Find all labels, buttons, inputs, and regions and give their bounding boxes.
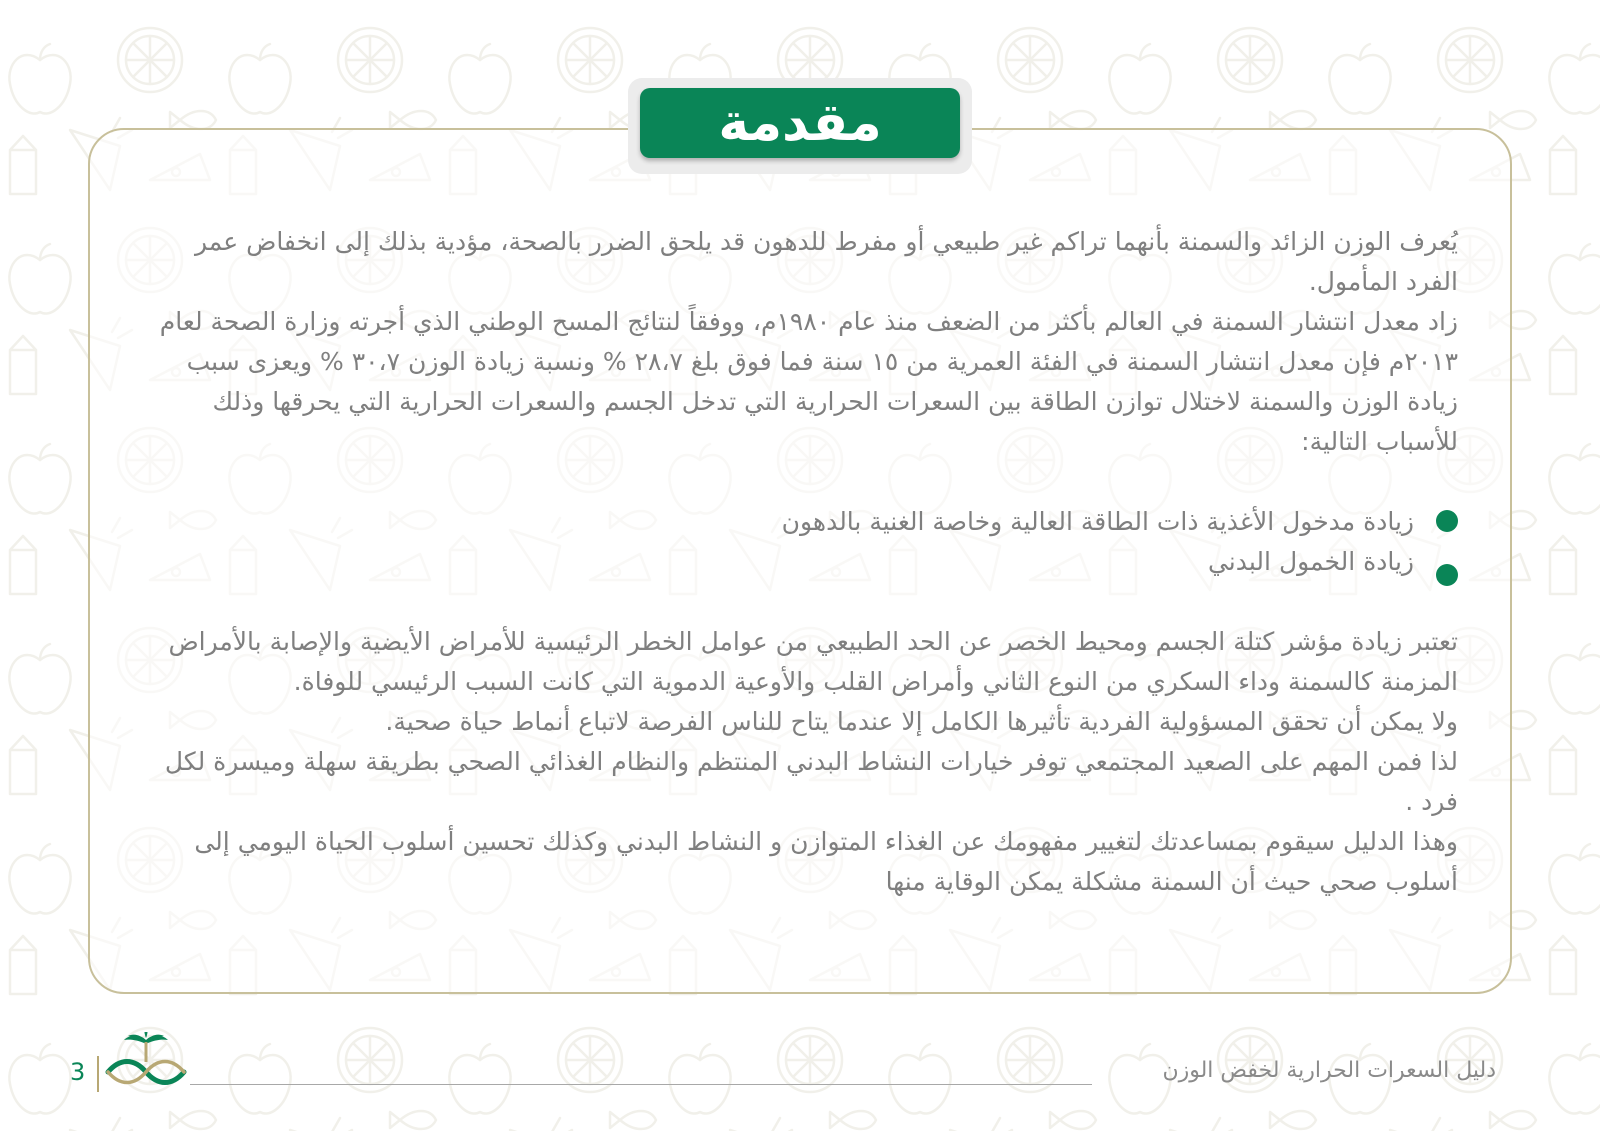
paragraph: زاد معدل انتشار السمنة في العالم بأكثر من الضعف منذ عام ١٩٨٠م، ووفقاً لنتائج المسح الوطني الذي أجرته وزارة الصحة لعام ٢٠١٣م فإن معدل انتشار السمنة في الفئة العمرية من ١٥ سنة فما فوق بلغ ٢٨،٧ % ونسبة زيادة الوزن ٣٠،٧ % ويعزى سبب زيادة الوزن والسمنة لاختلال توازن الطاقة بين السعرات الحرارية التي تدخل الجسم والسعرات الحرارية التي يحرقها وذلك للأسباب التالية: xyxy=(159,307,1458,456)
page-footer xyxy=(0,1022,1600,1102)
footer-divider xyxy=(97,1056,99,1092)
ministry-of-health-logo-icon xyxy=(104,1032,188,1096)
bullet-dot-icon xyxy=(1436,564,1458,586)
paragraph: ولا يمكن أن تحقق المسؤولية الفردية تأثيرها الكامل إلا عندما يتاح للناس الفرصة لاتباع أنماط حياة صحية. xyxy=(385,707,1458,736)
spacer xyxy=(140,582,1458,622)
paragraph: تعتبر زيادة مؤشر كتلة الجسم ومحيط الخصر عن الحد الطبيعي من عوامل الخطر الرئيسية للأمراض الأيضية والإصابة بالأمراض المزمنة كالسمنة وداء السكري من النوع الثاني وأمراض القلب والأوعية الدموية التي كانت السبب الرئيسي للوفاة. xyxy=(168,627,1458,696)
list-item xyxy=(140,542,1458,582)
page-title: مقدمة xyxy=(718,93,882,153)
list-item xyxy=(140,502,1458,542)
footer-rule xyxy=(190,1084,1092,1085)
main-content xyxy=(140,222,1458,902)
page-number: 3 xyxy=(70,1058,86,1086)
paragraph: لذا فمن المهم على الصعيد المجتمعي توفر خيارات النشاط البدني المنتظم والنظام الغذائي الصحي بطريقة سهلة وميسرة لكل فرد . xyxy=(164,747,1458,816)
footer-guide-title: دليل السعرات الحرارية لخفض الوزن xyxy=(1162,1058,1496,1083)
list-item-text: زيادة مدخول الأغذية ذات الطاقة العالية وخاصة الغنية بالدهون xyxy=(781,507,1414,536)
causes-list xyxy=(140,502,1458,582)
spacer xyxy=(140,462,1458,502)
paragraph: يُعرف الوزن الزائد والسمنة بأنهما تراكم غير طبيعي أو مفرط للدهون قد يلحق الضرر بالصحة، مؤدية بذلك إلى انخفاض عمر الفرد المأمول. xyxy=(194,227,1458,296)
list-item-text: زيادة الخمول البدني xyxy=(1207,547,1414,576)
title-badge xyxy=(640,88,960,158)
paragraph: وهذا الدليل سيقوم بمساعدتك لتغيير مفهومك عن الغذاء المتوازن و النشاط البدني وكذلك تحسين أسلوب الحياة اليومي إلى أسلوب صحي حيث أن السمنة مشكلة يمكن الوقاية منها xyxy=(194,827,1458,896)
bullet-dot-icon xyxy=(1436,510,1458,532)
